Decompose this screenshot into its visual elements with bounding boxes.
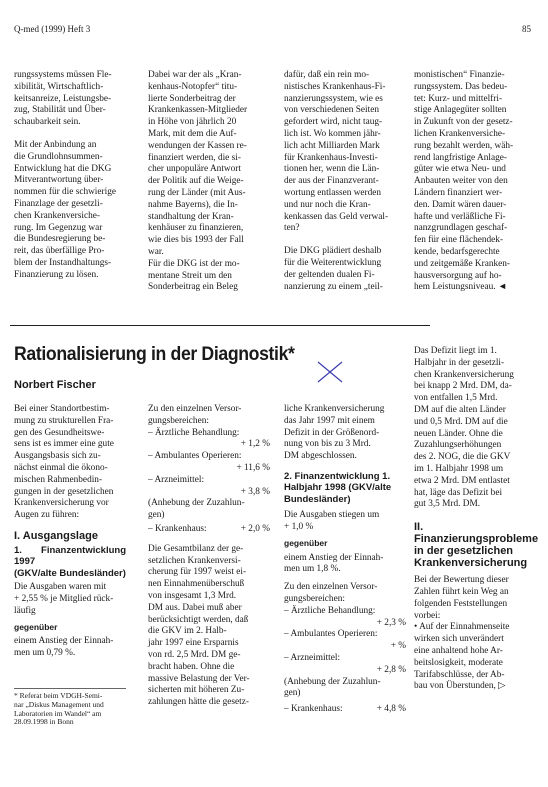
text-line: rung. Im Gegenzug war <box>14 222 103 233</box>
text-line: kende, bedarfsgerechte <box>414 246 500 257</box>
text-line: rung bezahlt werden, wäh- <box>414 140 514 151</box>
text-line: gungsbereichen: <box>148 415 209 426</box>
text-line: Bei der Bewertung dieser <box>414 575 509 586</box>
list-item <box>148 451 270 463</box>
list-item <box>284 606 406 618</box>
text-line: nanzierungssystem, wie es <box>284 93 383 104</box>
text-line: Ausgangsbasis sich zu- <box>14 451 101 462</box>
text-line: rungssystems müssen Fle- <box>14 70 112 80</box>
text-line: vorbei: <box>414 610 441 621</box>
text-line: Laboratorien im Wandel“ am <box>14 708 102 718</box>
gegenueber-label-2: gegenüber <box>284 538 328 549</box>
text-line: Für die DKG ist der mo- <box>148 258 240 269</box>
text-line: nahme Bayerns), die In- <box>148 199 238 210</box>
subheading-finanzentwicklung-1997 <box>14 545 126 580</box>
text-line: Defizit in der Größenord- <box>284 427 380 438</box>
text-line: setzlichen Krankenversi- <box>148 555 241 566</box>
text-line: Ländern finanziert wer- <box>414 187 503 198</box>
text-line: Krankenkassen-Mitglieder <box>148 105 248 116</box>
versorgungsbereiche-list-1998 <box>284 606 406 677</box>
list-item-value: + 1,2 % <box>240 439 270 450</box>
text-line: schaubarkeit sein. <box>14 117 81 128</box>
text-line: DM auf die alten Länder <box>414 404 506 415</box>
text-line: der Politik auf die Weige- <box>148 176 244 187</box>
handwritten-x-mark <box>316 360 344 384</box>
text-line: in Zukunft von der gesetz- <box>414 117 513 128</box>
text-line: neuen Länder. Ohne die <box>414 428 503 439</box>
text-line: lich ist. Wo kommen jähr- <box>284 128 381 139</box>
text-line: gungen in der gesetzlichen <box>14 486 114 497</box>
text-line: und nur noch die Kran- <box>284 199 371 210</box>
text-line: bracht haben. Ohne die <box>148 661 235 672</box>
text-line: lich acht Milliarden Mark <box>284 140 380 151</box>
text-line: DM abgeschlossen. <box>284 451 357 462</box>
text-line: gefordert wird, nicht taug- <box>284 117 383 128</box>
text-line: nung von bis zu 3 Mrd. <box>284 439 371 450</box>
einnahmen-1998-text <box>284 553 406 577</box>
krankenhaus-row-1997 <box>148 524 270 536</box>
ausgaben-1997-text <box>14 582 126 617</box>
text-line: Die DKG plädiert deshalb <box>284 246 382 257</box>
text-line: liche Krankenversicherung <box>284 404 385 414</box>
anhebung-text: (Anhebung der Zuzahlun- <box>148 498 245 509</box>
text-line: Bundesländer) <box>284 493 351 505</box>
section-separator <box>10 325 430 326</box>
text-line: Zahlen führt kein Weg an <box>414 586 509 597</box>
text-line: Mitverantwortung über- <box>14 175 104 186</box>
text-line: nanzierung zu einem „teil- <box>284 281 383 292</box>
text-line: Die Ausgaben waren mit <box>14 582 107 593</box>
text-line: Zu den einzelnen Versor- <box>284 582 378 593</box>
list-item-value: + % <box>390 641 406 652</box>
text-line: wortung entlassen werden <box>284 187 382 198</box>
intro-text <box>14 404 126 522</box>
text-line: wirken sich unverändert <box>414 634 504 645</box>
text-line: tionen her, wenn die Län- <box>284 164 380 175</box>
subheading-finanzentwicklung-1998 <box>284 471 406 506</box>
text-line: Finanzlage der gesetzli- <box>14 198 103 209</box>
krankenhaus-label: – Krankenhaus: <box>148 523 207 534</box>
text-line: des 2. NOG, die die GKV <box>414 452 511 463</box>
text-line: keitsanreize, Leistungsbe- <box>14 93 112 104</box>
text-line: Halbjahr 1998 (GKV/alte <box>284 482 392 494</box>
text-line: die GKV im 2. Halb- <box>148 626 227 637</box>
text-line: einem Anstieg der Einnah- <box>284 552 384 563</box>
text-line: güter wie etwa Neu- und <box>414 164 506 175</box>
text-line: Die Gesamtbilanz der ge- <box>148 543 244 554</box>
text-line: rungssystem. Das bedeu- <box>414 81 508 92</box>
text-line: nanzgrundlagen geschaf- <box>414 223 508 234</box>
article-title: Rationalisierung in der Diagnostik* <box>14 344 295 365</box>
text-line: Tarifabschlüsse, der Ab- <box>414 669 505 680</box>
text-line: die Grundlohnsummen- <box>14 151 103 162</box>
list-item-label: – Arzneimittel: <box>148 474 205 485</box>
anhebung-text-cont: gen) <box>284 688 301 699</box>
ausgaben-1998-text <box>284 510 406 534</box>
text-line: Krankenversicherung vor <box>14 498 109 509</box>
text-line: II. <box>414 521 424 534</box>
text-line: im 1. Halbjahr 1998 um <box>414 463 504 474</box>
text-line: standhaltung der Kran- <box>148 211 234 222</box>
text-line <box>14 129 126 140</box>
text-line: von verschiedenen Seiten <box>284 105 380 116</box>
text-line: beitslosigkeit, moderate <box>414 657 503 668</box>
text-line: berücksichtigt werden, daß <box>148 614 249 625</box>
top-column-2 <box>148 70 270 294</box>
list-item-value: + 3,8 % <box>240 486 270 497</box>
bewertung-text <box>414 575 538 693</box>
text-line: * Referat beim VDGH-Semi- <box>14 691 103 700</box>
top-column-3 <box>284 70 406 293</box>
text-line: hafte und verläßliche Fi- <box>414 211 506 222</box>
text-line: men um 1,8 %. <box>284 564 341 575</box>
footnote <box>14 688 126 727</box>
list-item-value: + 2,8 % <box>376 664 406 675</box>
text-line: sens ist es immer eine gute <box>14 439 114 450</box>
list-item-label: – Ambulantes Operieren: <box>284 629 378 640</box>
text-line: lichen Krankenversiche- <box>414 128 506 139</box>
text-line: hausversorgung auf ho- <box>414 270 502 281</box>
text-line: hat, läge das Defizit bei <box>414 487 503 498</box>
krankenhaus-row-1998 <box>284 704 406 716</box>
text-line: Dabei war der als „Kran- <box>148 70 242 80</box>
text-line: Halbjahr in der gesetzli- <box>414 357 505 368</box>
text-line: kenhäuser zu finanzieren, <box>148 223 244 234</box>
article-column-2 <box>148 404 270 709</box>
section-heading-finanzierungsprobleme <box>414 521 538 569</box>
text-line: 2. Finanzentwicklung 1. <box>284 470 391 482</box>
text-line: + 1,0 % <box>284 522 314 533</box>
text-line: mentane Streit um den <box>148 270 232 281</box>
page-number: 85 <box>522 24 531 34</box>
defizit-1998-text <box>414 346 538 511</box>
text-line: Bei einer Standortbestim- <box>14 404 110 414</box>
text-line: Das Defizit liegt im 1. <box>414 346 497 356</box>
list-item-label: – Ärztliche Behandlung: <box>148 427 240 438</box>
text-line: cherung für 1997 weist ei- <box>148 567 247 578</box>
text-line: Finanzierung zu lösen. <box>14 269 99 280</box>
text-line: Mark, mit dem die Auf- <box>148 128 237 139</box>
text-line: • Auf der Einnahmenseite <box>414 622 510 633</box>
text-line <box>284 235 406 246</box>
text-line: für Krankenhaus-Investi- <box>284 152 378 163</box>
text-line: (GKV/alte Bundesländer) <box>14 567 126 579</box>
article-column-4 <box>414 346 538 693</box>
anhebung-text-cont: gen) <box>148 510 165 521</box>
text-line: gen des Gesundheitswe- <box>14 427 105 438</box>
text-line: massive Belastung der Ver- <box>148 673 250 684</box>
list-item <box>148 475 270 487</box>
text-line: von entfallen 1,5 Mrd. <box>414 393 498 404</box>
text-line: ten? <box>284 223 300 234</box>
text-line: wie dies bis 1993 der Fall <box>148 235 244 246</box>
text-line: Anbauten weiter von den <box>414 176 508 187</box>
text-line: der aus der Finanzverant- <box>284 176 379 187</box>
list-item-label: – Arzneimittel: <box>284 652 341 663</box>
text-line: rung der Länder (mit Aus- <box>148 187 246 198</box>
text-line: zug, Stabilität und Über- <box>14 105 106 116</box>
text-line: DM aus. Dabei muß aber <box>148 602 242 613</box>
text-line: das Jahr 1997 mit einem <box>284 415 375 426</box>
text-line: gut 3,5 Mrd. DM. <box>414 499 481 510</box>
text-line: etwa 2 Mrd. DM entlastet <box>414 475 510 486</box>
text-line: sicherten mit höheren Zu- <box>148 685 245 696</box>
text-line: rend langfristige Anlage- <box>414 152 507 163</box>
text-line: chen Krankenversicherung <box>414 369 514 380</box>
einnahmen-1997-text <box>14 636 126 660</box>
text-line: stige Anlagegüter sollten <box>414 105 507 116</box>
text-line: tet: Kurz- und mittelfri- <box>414 93 503 104</box>
text-line: reit, das überfällige Pro- <box>14 246 105 257</box>
running-header-left: Q-med (1999) Heft 3 <box>14 24 91 34</box>
list-item-label: – Ärztliche Behandlung: <box>284 605 376 616</box>
anhebung-zuzahlungen-1998 <box>284 677 406 701</box>
text-line: nommen für die schwierige <box>14 187 116 198</box>
gesamtbilanz-text <box>148 544 270 709</box>
text-line: in Höhe von jährlich 20 <box>148 117 237 128</box>
text-line: blem der Instandhaltungs- <box>14 257 112 268</box>
text-line: Sonderbeitrag ein Beleg <box>148 282 238 293</box>
list-item-value: + 11,6 % <box>236 462 270 473</box>
text-line: eine anhaltend hohe Ar- <box>414 645 503 656</box>
text-line: einem Anstieg der Einnah- <box>14 636 114 647</box>
text-line: Finanzierungsprobleme <box>414 533 539 546</box>
text-line: und zeitgemäße Kranken- <box>414 258 511 269</box>
text-line: nen Einnahmenüberschuß <box>148 579 245 590</box>
text-line: nistisches Krankenhaus-Fi- <box>284 81 386 92</box>
text-line: hem Leistungsniveau. ◄ <box>414 282 508 293</box>
text-line: lierte Sonderbeitrag der <box>148 93 236 104</box>
text-line: dafür, daß ein rein mo- <box>284 70 370 80</box>
text-line: bei knapp 2 Mrd. DM, da- <box>414 381 512 392</box>
text-line: und 0,5 Mrd. DM auf die <box>414 416 508 427</box>
article-column-1 <box>14 404 126 660</box>
text-line: kenhaus-Notopfer“ titu- <box>148 81 238 92</box>
text-line: Die Ausgaben stiegen um <box>284 510 380 521</box>
text-line: xibilität, Wirtschaftlich- <box>14 81 104 92</box>
gegenueber-label-1: gegenüber <box>14 621 58 632</box>
text-line: nächst einmal die ökono- <box>14 462 108 473</box>
versorgungsbereiche-list-1997 <box>148 428 270 499</box>
article-column-3 <box>284 404 406 716</box>
text-line: gungsbereichen: <box>284 593 345 604</box>
anhebung-zuzahlungen-1997 <box>148 498 270 522</box>
top-column-1 <box>14 70 126 282</box>
text-line: Krankenversicherung <box>414 557 528 570</box>
text-line: für die Weiterentwicklung <box>284 257 382 268</box>
text-line: folgenden Feststellungen <box>414 598 508 609</box>
text-line: men um 0,79 %. <box>14 648 76 659</box>
text-line: + 2,55 % je Mitglied rück- <box>14 594 114 605</box>
versorgungsbereiche-intro-1997 <box>148 404 270 428</box>
section-heading-ausgangslage: I. Ausgangslage <box>14 529 98 542</box>
text-line: von insgesamt 1,3 Mrd. <box>148 590 237 601</box>
text-line: chen Krankenversiche- <box>14 210 100 221</box>
text-line: Mit der Anbindung an <box>14 139 97 150</box>
article-author: Norbert Fischer <box>14 379 96 391</box>
list-item <box>284 629 406 641</box>
text-line: bau von Überstunden, ▷ <box>414 681 506 692</box>
text-line: finanziert werden, die si- <box>148 152 241 163</box>
text-line: mung zu strukturellen Fra- <box>14 415 114 426</box>
text-line: Augen zu führen: <box>14 510 80 521</box>
text-line: wendungen der Kassen re- <box>148 140 247 151</box>
list-item <box>284 653 406 665</box>
text-line: zahlungen hätte die gesetz- <box>148 697 249 708</box>
text-line: war. <box>148 246 164 257</box>
anhebung-text: (Anhebung der Zuzahlun- <box>284 676 381 687</box>
text-line: fen für eine flächendek- <box>414 235 504 246</box>
krankenhaus-value: + 4,8 % <box>376 704 406 715</box>
list-item <box>148 428 270 440</box>
text-line: die Bundesregierung be- <box>14 234 106 245</box>
text-line: Zuzahlungserhöhungen <box>414 440 502 451</box>
defizit-1997-text <box>284 404 406 463</box>
text-line: der geltenden dualen Fi- <box>284 269 375 280</box>
text-line: mischen Rahmenbedin- <box>14 474 103 485</box>
text-line: den. Damit wären dauer- <box>414 199 507 210</box>
krankenhaus-label: – Krankenhaus: <box>284 704 343 715</box>
text-line: kenkassen das Geld verwal- <box>284 211 389 222</box>
text-line: Zu den einzelnen Versor- <box>148 404 242 414</box>
text-line: 28.09.1998 in Bonn <box>14 717 74 727</box>
list-item-label: – Ambulantes Operieren: <box>148 451 242 462</box>
top-column-4 <box>414 70 538 294</box>
text-line: Entwicklung hat die DKG <box>14 163 112 174</box>
list-item-value: + 2,3 % <box>376 617 406 628</box>
text-line: nar „Diskus Management und <box>14 699 104 709</box>
text-line: cher unpopuläre Antwort <box>148 164 241 175</box>
krankenhaus-value: + 2,0 % <box>240 523 270 534</box>
text-line: 1. Finanzentwicklung 1997 <box>14 544 126 568</box>
text-line: von rd. 2,5 Mrd. DM ge- <box>148 649 241 660</box>
text-line: monistischen“ Finanzie- <box>414 70 505 80</box>
text-line: läufig <box>14 606 36 617</box>
text-line: jahr 1997 eine Ersparnis <box>148 638 239 649</box>
versorgungsbereiche-intro-1998 <box>284 582 406 606</box>
text-line: in der gesetzlichen <box>414 545 514 558</box>
